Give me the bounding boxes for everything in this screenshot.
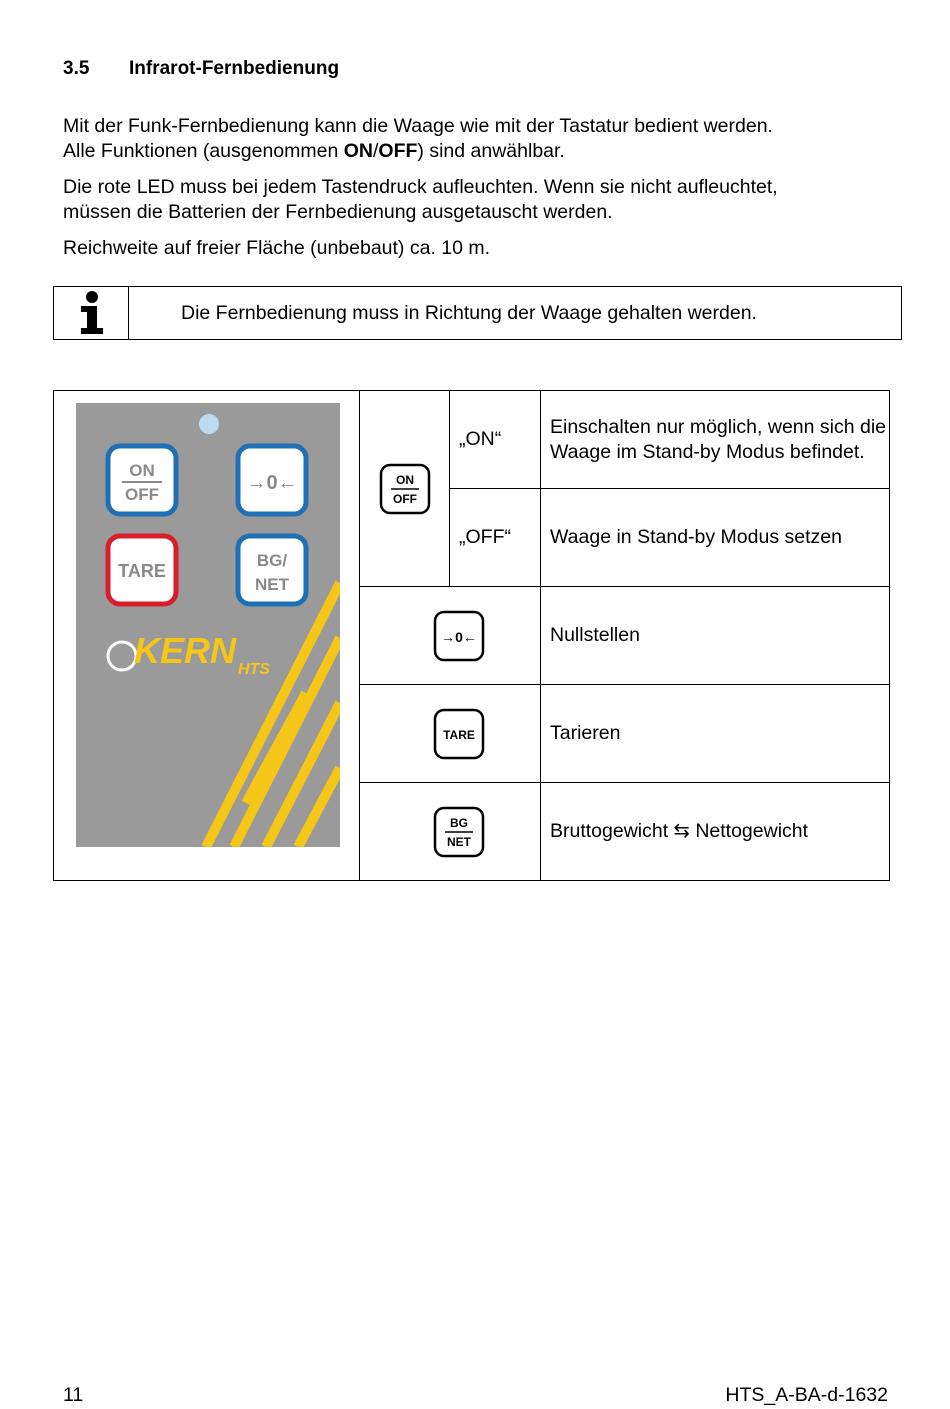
remote-off-label: OFF [125, 485, 159, 504]
info-icon [54, 287, 128, 339]
bg-key-label: BG [450, 815, 468, 830]
note-icon-cell [54, 287, 129, 339]
on-label: „ON“ [450, 391, 541, 489]
on-bold: ON [343, 140, 373, 162]
onoff-key-cell [360, 391, 450, 587]
onoff-key-top-label: ON [395, 472, 414, 487]
off-bold: OFF [378, 140, 418, 162]
remote-zero-button [238, 446, 306, 514]
bgnet-key-cell [360, 783, 541, 881]
kern-brand-text: KERN [134, 630, 237, 671]
tare-key-cell [360, 685, 541, 783]
text-span: / [373, 140, 379, 162]
bgnet-description: Bruttogewicht ⇆ Nettogewicht [541, 783, 890, 881]
onoff-key-bottom-label: OFF [392, 491, 417, 506]
tare-key-icon [432, 707, 486, 761]
paragraph-remote-intro [63, 114, 773, 164]
hts-model-text: HTS [238, 661, 270, 678]
section-heading [63, 58, 339, 80]
text-span: Alle Funktionen (ausgenommen [63, 140, 344, 162]
page-number: 11 [63, 1384, 84, 1406]
note-text: Die Fernbedienung muss in Richtung der Waage gehalten werden. [181, 301, 757, 324]
key-table [53, 390, 890, 881]
text-span: ) sind anwählbar. [417, 140, 565, 162]
remote-tare-label: TARE [118, 561, 166, 581]
remote-bg-label: BG/ [256, 551, 288, 570]
bgnet-key-icon [432, 805, 486, 859]
remote-onoff-button [108, 446, 176, 514]
remote-on-label: ON [129, 461, 155, 480]
note-box [53, 286, 902, 340]
zero-key-icon [432, 609, 486, 663]
paragraph-line: Die rote LED muss bei jedem Tastendruck aufleuchten. Wenn sie nicht aufleuchtet, [63, 176, 778, 198]
remote-tare-button [108, 536, 176, 604]
zero-description: Nullstellen [541, 587, 890, 685]
remote-image-cell [54, 391, 360, 881]
tare-key-label: TARE [443, 727, 475, 742]
paragraph-led [63, 175, 778, 225]
zero-key-label: →0← [441, 628, 477, 645]
net-key-label: NET [447, 834, 471, 849]
zero-key-cell [360, 587, 541, 685]
on-description: Einschalten nur möglich, wenn sich die Waage im Stand-by Modus befindet. [541, 391, 890, 489]
tare-description: Tarieren [541, 685, 890, 783]
remote-control-image [76, 403, 340, 847]
onoff-key-icon [378, 462, 432, 516]
paragraph-line: müssen die Batterien der Fernbedienung ausgetauscht werden. [63, 201, 613, 223]
remote-bgnet-button [238, 536, 306, 604]
paragraph-range: Reichweite auf freier Fläche (unbebaut) ca. 10 m. [63, 237, 491, 259]
paragraph-line: Mit der Funk-Fernbedienung kann die Waage wie mit der Tastatur bedient werden. [63, 115, 773, 137]
led-indicator [199, 414, 219, 434]
off-label: „OFF“ [450, 489, 541, 587]
section-number: 3.5 [63, 58, 90, 79]
document-code: HTS_A-BA-d-1632 [725, 1384, 888, 1406]
remote-net-label: NET [255, 575, 289, 594]
remote-zero-label: →0← [246, 472, 298, 494]
off-description: Waage in Stand-by Modus setzen [541, 489, 890, 587]
section-title: Infrarot-Fernbedienung [129, 58, 340, 79]
paragraph-line [63, 139, 773, 164]
